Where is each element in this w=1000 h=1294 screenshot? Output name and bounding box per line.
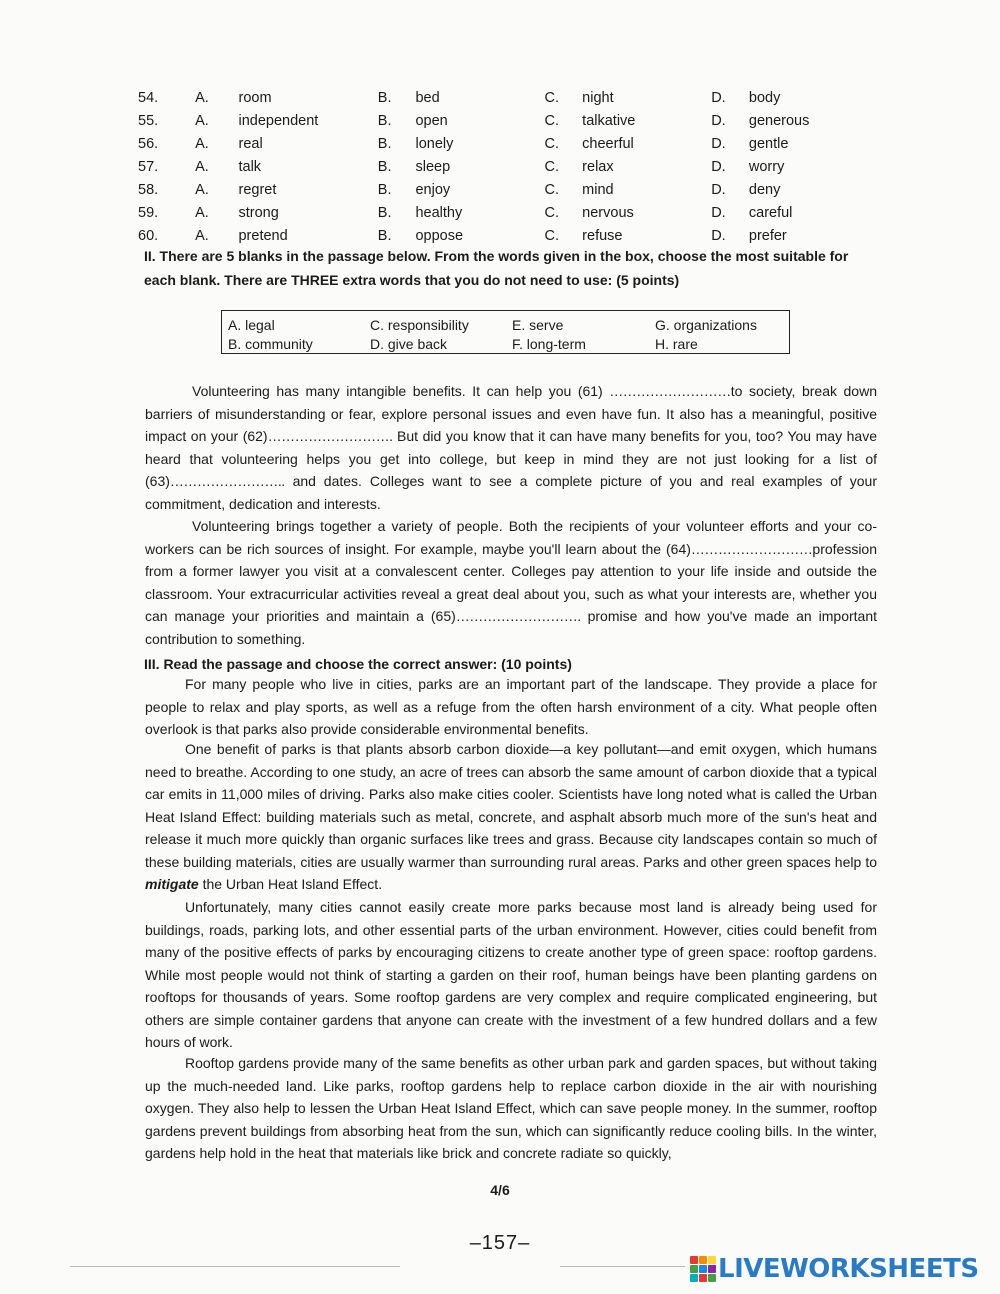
word-option: F. long-term [512, 335, 586, 352]
option-b[interactable]: sleep [415, 158, 451, 175]
option-d[interactable]: gentle [748, 135, 789, 152]
mc-options-table [138, 86, 878, 247]
option-letter-c: C. [544, 227, 559, 244]
option-letter-b: B. [377, 112, 392, 129]
option-c[interactable]: refuse [582, 227, 623, 244]
mc-options-body [138, 86, 878, 247]
option-d[interactable]: careful [748, 204, 793, 221]
passage-text: and dates. Colleges want to see a complete picture of you and real examples of your commitment, dedication and interests. [145, 473, 877, 512]
option-letter-c: C. [544, 112, 559, 129]
option-c[interactable]: relax [582, 158, 614, 175]
logo-tile [690, 1274, 698, 1282]
option-letter-c: C. [544, 135, 559, 152]
blank-62[interactable]: ………………………. [267, 428, 393, 444]
option-d[interactable]: deny [748, 181, 781, 198]
option-letter-a: A. [195, 227, 209, 244]
logo-tile [708, 1274, 716, 1282]
volunteering-paragraph-2 [145, 515, 877, 650]
question-number: 60. [138, 227, 159, 244]
option-b[interactable]: oppose [415, 227, 464, 244]
question-row [138, 132, 878, 155]
option-letter-a: A. [195, 158, 209, 175]
option-c[interactable]: night [582, 89, 614, 106]
question-number: 54. [138, 89, 159, 106]
reading-paragraph-2 [145, 738, 877, 896]
passage-text: But did you know that it can have many benefits for you, too? You may have heard that volunteering helps you get into college, but keep in mind they are not just looking for a list of (63) [145, 428, 877, 489]
option-d[interactable]: body [748, 89, 781, 106]
logo-tile [690, 1256, 698, 1264]
option-letter-a: A. [195, 204, 209, 221]
question-row [138, 178, 878, 201]
liveworksheets-logo-icon [690, 1256, 716, 1282]
question-row [138, 109, 878, 132]
option-b[interactable]: open [415, 112, 448, 129]
passage-text: Volunteering has many intangible benefits. It can help you (61) [192, 383, 610, 399]
option-letter-c: C. [544, 204, 559, 221]
word-option: G. organizations [655, 316, 757, 333]
word-box-table [228, 315, 785, 353]
option-c[interactable]: talkative [582, 112, 636, 129]
footer-rule [70, 1266, 400, 1267]
word-box-row [228, 315, 785, 334]
option-a[interactable]: regret [238, 181, 277, 198]
option-c[interactable]: mind [582, 181, 614, 198]
option-letter-d: D. [711, 112, 726, 129]
option-a[interactable]: talk [238, 158, 262, 175]
logo-tile [699, 1274, 707, 1282]
word-option: C. responsibility [370, 316, 469, 333]
blank-64[interactable]: ……………………… [690, 540, 813, 557]
option-letter-a: A. [195, 89, 209, 106]
option-c[interactable]: nervous [582, 204, 634, 221]
option-letter-d: D. [711, 181, 726, 198]
option-letter-a: A. [195, 181, 209, 198]
liveworksheets-logo[interactable] [690, 1256, 979, 1282]
logo-tile [708, 1256, 716, 1264]
option-a[interactable]: strong [238, 204, 279, 221]
option-letter-b: B. [377, 135, 392, 152]
question-number: 58. [138, 181, 159, 198]
word-box [221, 310, 790, 354]
page-indicator: 4/6 [490, 1182, 510, 1198]
option-letter-c: C. [544, 89, 559, 106]
blank-63[interactable]: …………………….. [169, 473, 285, 489]
option-b[interactable]: bed [415, 89, 440, 106]
option-letter-d: D. [711, 89, 726, 106]
question-row [138, 86, 878, 109]
volunteering-paragraph-1 [145, 380, 877, 515]
word-option: E. serve [512, 316, 564, 333]
word-box-row [228, 334, 785, 353]
option-letter-c: C. [544, 158, 559, 175]
passage-text: Volunteering brings together a variety of people. Both the recipients of your volunteer efforts and your co-workers can be rich sources of insight. For example, maybe you'll learn about the (64) [145, 518, 877, 557]
section-2-title: II. There are 5 blanks in the passage below. From the words given in the box, choose the most suitable for each blank. There are THREE extra words that you do not need to use: (5 points) [144, 248, 849, 288]
reading-paragraph-1: For many people who live in cities, parks are an important part of the landscape. They provide a place for people to relax and play sports, as well as a refuge from the often harsh environment of a city. What people often overlook is that parks also provide considerable environmental benefits. [145, 676, 877, 737]
question-number: 57. [138, 158, 159, 175]
footer-rule [560, 1266, 685, 1267]
section-3-title: III. Read the passage and choose the correct answer: (10 points) [144, 656, 572, 672]
option-letter-b: B. [377, 158, 392, 175]
option-letter-a: A. [195, 135, 209, 152]
brand-name: LIVEWORKSHEETS [718, 1254, 979, 1284]
question-number: 56. [138, 135, 159, 152]
passage-text: the Urban Heat Island Effect. [198, 876, 383, 892]
word-option: D. give back [370, 335, 448, 352]
option-letter-b: B. [377, 181, 392, 198]
passage-text: promise and how you've made an important contribution to something. [145, 608, 877, 647]
option-letter-b: B. [377, 89, 392, 106]
passage-text: profession from a former lawyer you visit at a convalescent center. Colleges pay attention to your life inside and outside the classroom. Your extracurricular activities reveal a great deal about you, such as what your interests are, whether you can manage your priorities and maintain a (65) [145, 540, 877, 624]
word-option: A. legal [228, 316, 275, 333]
reading-paragraph-4: Rooftop gardens provide many of the same benefits as other urban park and garden spaces, but without taking up the much-needed land. Like parks, rooftop gardens help to replace carbon dioxide in the air with nourishing oxygen. They also help to lessen the Urban Heat Island Effect, which can save people money. In the summer, rooftop gardens prevent buildings from absorbing heat from the sun, which can significantly reduce cooling bills. In the winter, gardens help hold in the heat that materials like brick and concrete radiate so quickly, [145, 1055, 877, 1161]
word-option: B. community [228, 335, 313, 352]
passage-text: to society, break down barriers of misunderstanding or fear, explore personal issues and even have fun. It also has a meaningful, positive impact on your (62) [145, 383, 877, 444]
passage-text: One benefit of parks is that plants absorb carbon dioxide—a key pollutant—and emit oxygen, which humans need to breathe. According to one study, an acre of trees can absorb the same amount of carbon dioxide that a typical car emits in 11,000 miles of driving. Parks also make cities cooler. Scientists have long noted what is called the Urban Heat Island Effect: building materials such as metal, concrete, and asphalt absorb much more of the sun's heat and release it much more quickly than organic surfaces like trees and grass. Because city landscapes contain so much of these building materials, cities are usually warmer than surrounding rural areas. Parks and other green spaces help to [145, 741, 877, 870]
option-letter-b: B. [377, 227, 392, 244]
question-row [138, 201, 878, 224]
option-a[interactable]: real [238, 135, 263, 152]
reading-paragraph-3: Unfortunately, many cities cannot easily create more parks because most land is already being used for buildings, roads, parking lots, and other essential parts of the urban environment. However, cities could benefit from many of the positive effects of parks by encouraging citizens to create another type of green space: rooftop gardens. While most people would not think of starting a garden on their roof, human beings have been planting gardens on rooftops for thousands of years. Some rooftop gardens are very complex and require complicated engineering, but others are simple container gardens that anyone can create with the investment of a few hundred dollars and a few hours of work. [145, 899, 877, 1050]
option-letter-a: A. [195, 112, 209, 129]
question-row [138, 155, 878, 178]
option-a[interactable]: independent [238, 112, 319, 129]
blank-61[interactable]: ……………………… [609, 383, 731, 399]
option-a[interactable]: room [238, 89, 272, 106]
option-letter-d: D. [711, 135, 726, 152]
option-b[interactable]: healthy [415, 204, 463, 221]
option-c[interactable]: cheerful [582, 135, 634, 152]
word-option: H. rare [655, 335, 698, 352]
page-number: –157– [469, 1232, 531, 1254]
option-b[interactable]: enjoy [415, 181, 451, 198]
logo-tile [699, 1265, 707, 1273]
option-b[interactable]: lonely [415, 135, 454, 152]
option-letter-c: C. [544, 181, 559, 198]
emphasized-word: mitigate [145, 876, 199, 892]
option-d[interactable]: worry [748, 158, 785, 175]
option-letter-d: D. [711, 158, 726, 175]
question-number: 59. [138, 204, 159, 221]
option-letter-d: D. [711, 227, 726, 244]
option-a[interactable]: pretend [238, 227, 288, 244]
question-number: 55. [138, 112, 159, 129]
logo-tile [699, 1256, 707, 1264]
option-letter-d: D. [711, 204, 726, 221]
option-d[interactable]: generous [748, 112, 810, 129]
logo-tile [690, 1265, 698, 1273]
logo-tile [708, 1265, 716, 1273]
option-d[interactable]: prefer [748, 227, 787, 244]
option-letter-b: B. [377, 204, 392, 221]
blank-65[interactable]: ………………………. [455, 608, 581, 624]
